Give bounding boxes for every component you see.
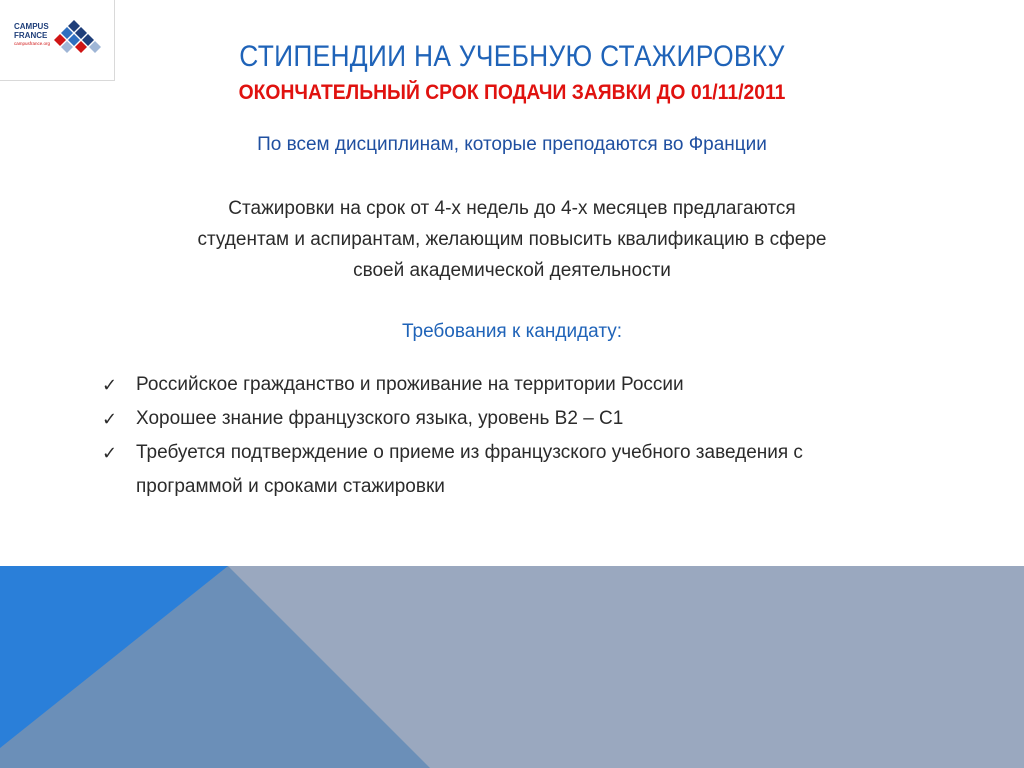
checkmark-icon: ✓: [102, 375, 118, 395]
requirement-text: Хорошее знание французского языка, уровень B2 – C1: [136, 408, 624, 429]
requirement-text: Требуется подтверждение о приеме из французского учебного заведения с программой и сроками стажировки: [136, 442, 803, 497]
bottom-decoration: [0, 566, 1024, 768]
logo-word-france: FRANCE: [14, 31, 48, 40]
description-line: Стажировки на срок от 4-х недель до 4-х месяцев предлагаются: [228, 198, 796, 219]
description-line: своей академической деятельности: [353, 260, 671, 281]
campus-france-logo: [14, 18, 102, 58]
checkmark-icon: ✓: [102, 443, 118, 463]
logo-box: [0, 0, 115, 81]
logo-url: campusfrance.org: [14, 41, 51, 46]
logo-word-campus: CAMPUS: [14, 22, 49, 31]
requirements-list: [98, 368, 878, 504]
deadline-title: ОКОНЧАТЕЛЬНЫЙ СРОК ПОДАЧИ ЗАЯВКИ ДО 01/11/2011: [238, 81, 786, 104]
checkmark-icon: ✓: [102, 409, 118, 429]
description-paragraph: [90, 193, 934, 286]
list-item: [98, 436, 878, 504]
subtitle: По всем дисциплинам, которые преподаются во Франции: [257, 134, 767, 155]
logo-diamond-mosaic: [54, 20, 101, 53]
requirements-heading: Требования к кандидату:: [401, 321, 623, 342]
page-title: СТИПЕНДИИ НА УЧЕБНУЮ СТАЖИРОВКУ: [239, 40, 785, 73]
description-line: студентам и аспирантам, желающим повысить квалификацию в сфере: [197, 229, 827, 250]
list-item: [98, 402, 878, 436]
requirement-text: Российское гражданство и проживание на территории России: [136, 374, 684, 395]
list-item: [98, 368, 878, 402]
